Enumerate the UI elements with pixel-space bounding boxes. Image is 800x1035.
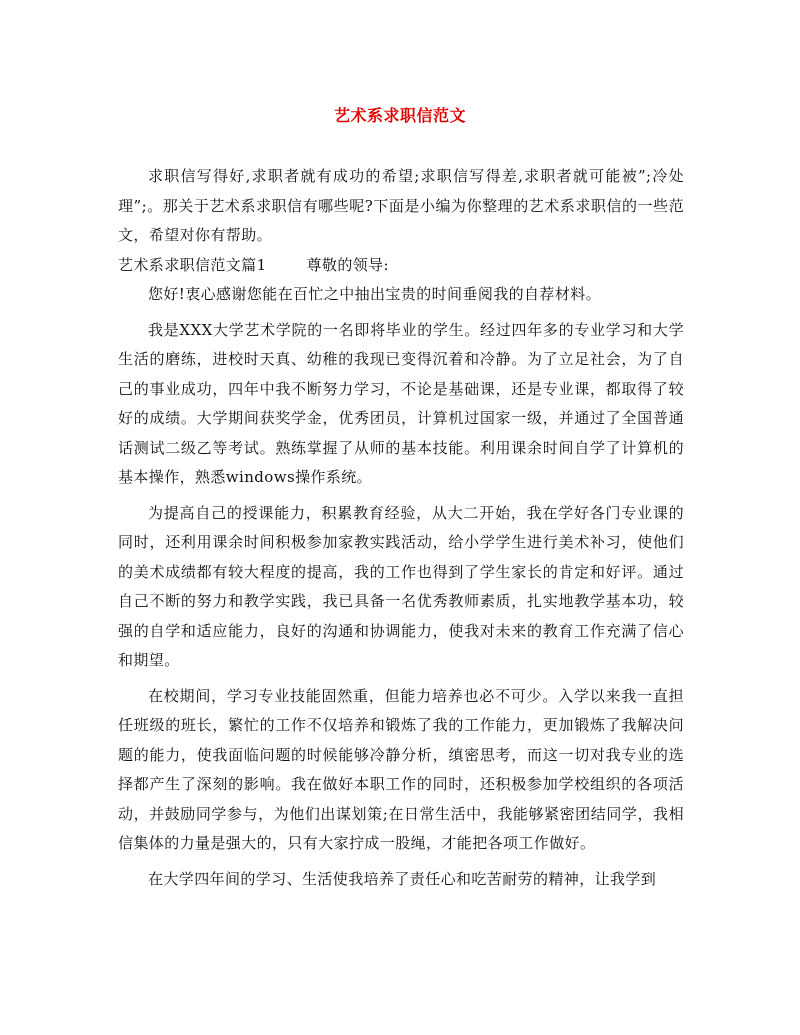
body-paragraph-3: 在校期间，学习专业技能固然重，但能力培养也必不可少。入学以来我一直担任班级的班长，繁忙的工作不仅培养和锻炼了我的工作能力，更加锻炼了我解决问题的能力，使我面临问题的时候能够冷静分析，缜密思考，而这一切对我专业的选择都产生了深刻的影响。我在做好本职工作的同时，还积极参加学校组织的各项活动，并鼓励同学参与，为他们出谋划策;在日常生活中，我能够紧密团结同学，我相信集体的力量是强大的，只有大家拧成一股绳，才能把各项工作做好。 (118, 686, 684, 852)
salutation: 尊敬的领导: (306, 255, 390, 274)
greeting-paragraph: 您好!衷心感谢您能在百忙之中抽出宝贵的时间垂阅我的自荐材料。 (148, 285, 602, 303)
body-paragraph-2: 为提高自己的授课能力，积累教育经验，从大二开始，我在学好各门专业课的同时，还利用课余时间积极参加家教实践活动，给小学学生进行美术补习，使他们的美术成绩都有较大程度的提高，我的工作也得到了学生家长的肯定和好评。通过自己不断的努力和教学实践，我已具备一名优秀教师素质，扎实地教学基本功，较强的自学和适应能力，良好的沟通和协调能力，使我对未来的教育工作充满了信心和期望。 (118, 503, 684, 669)
body-paragraph-4: 在大学四年间的学习、生活使我培养了责任心和吃苦耐劳的精神，让我学到 (148, 869, 657, 888)
section-heading: 艺术系求职信范文篇1 (118, 255, 267, 274)
intro-paragraph: 求职信写得好,求职者就有成功的希望;求职信写得差,求职者就可能被”;冷处理”;。那关于艺术系求职信有哪些呢?下面是小编为你整理的艺术系求职信的一些范文，希望对你有帮助。 (118, 167, 684, 244)
section-heading-line (118, 251, 684, 281)
page-title: 艺术系求职信范文 (333, 106, 466, 125)
document-body (118, 162, 684, 894)
body-paragraph-1: 我是XXX大学艺术学院的一名即将毕业的学生。经过四年多的专业学习和大学生活的磨练，进校时天真、幼稚的我现已变得沉着和冷静。为了立足社会，为了自己的事业成功，四年中我不断努力学习，不论是基础课，还是专业课，都取得了较好的成绩。大学期间获奖学金，优秀团员，计算机过国家一级，并通过了全国普通话测试二级乙等考试。熟练掌握了从师的基本技能。利用课余时间自学了计算机的基本操作，熟悉windows操作系统。 (118, 320, 684, 486)
